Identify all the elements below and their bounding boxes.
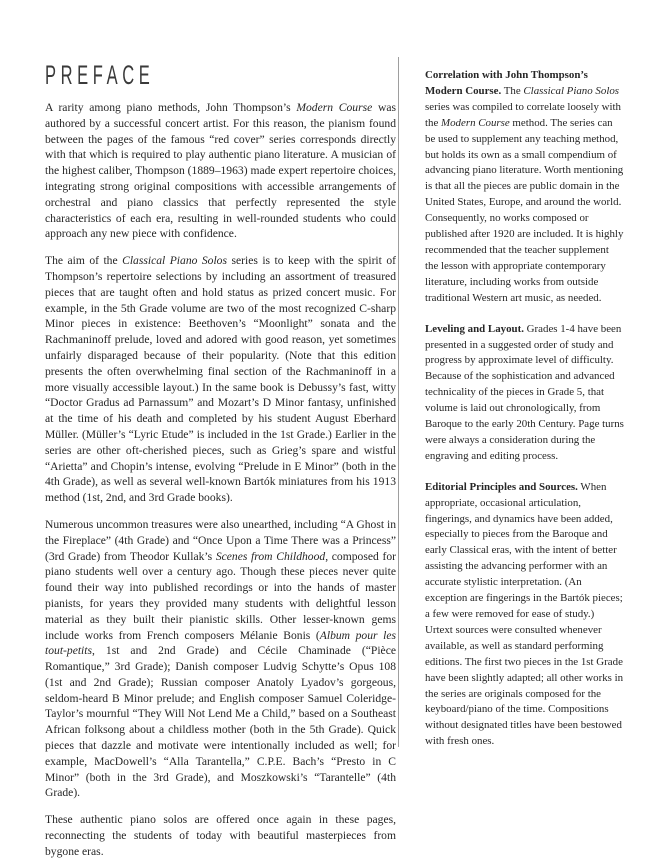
- italic-title-text: Scenes from Childhood: [215, 549, 326, 563]
- italic-title-text: Album pour les tout-petits: [45, 628, 396, 658]
- bold-lead-text: Leveling and Layout.: [425, 322, 524, 335]
- preface-paragraph: [45, 812, 396, 859]
- sidebar-text: [425, 68, 624, 750]
- italic-title-text: Classical Piano Solos: [122, 254, 227, 268]
- sidebar-column: [425, 68, 624, 750]
- body-text: series was compiled to correlate loosely with the: [425, 100, 621, 129]
- preface-paragraph: [45, 100, 396, 242]
- body-text: was authored by a successful concert artist. For this reason, the pianism found between the pages of the famous “red cover” series corresponds directly with that which is required to play authentic piano literature. A musician of the highest caliber, Thompson (1889–1963) made expert repertoire choices, integrating strong original compositions with accessible arrangements of orchestral and piano classics that perfectly represented the style characteristics of each era, resulting in well-rounded students who could approach any new piece with confidence.: [45, 101, 396, 241]
- main-column: [45, 60, 396, 860]
- body-text: The: [501, 84, 524, 97]
- body-text: , 1st and 2nd Grade) and Cécile Chaminade (“Pièce Romantique,” 3rd Grade); Danish composer Ludvig Schytte’s Opus 108 (1st and 2nd Grade); Russian composer Anatoly Lyadov’s gorgeous, seldom-heard B Minor prelude; and English composer Samuel Coleridge-Taylor’s mournful “They Will Not Lend Me a Child,” based on a Southeast African folksong about a childless mother (both in the 5th Grade). Quick pieces that dazzle and motivate were intentionally included as well; for example, MacDowell’s “Alla Tarantella,” C.P.E. Bach’s “Presto in C Minor” (both in the 3rd Grade), and Moszkowski’s “Tarantelle” (4th Grade).: [45, 644, 396, 800]
- sidebar-section: [425, 322, 624, 465]
- column-divider: [398, 57, 399, 747]
- body-text: A rarity among piano methods, John Thompson’s: [45, 101, 297, 114]
- body-text: method. The series can be used to supplement any teaching method, but holds its own as a small compendium of advancing piano literature. Worth mentioning is that all the pieces are public domain in the United States, Europe, and around the world. Consequently, no works composed or published after 1920 are included. It is highly recommended that the teacher supplement the lesson with appropriate contemporary literature, including works from outside traditional Western art music, as needed.: [425, 116, 624, 304]
- body-text: These authentic piano solos are offered once again in these pages, reconnecting the students of today with beautiful masterpieces from bygone eras.: [45, 813, 396, 858]
- italic-title-text: Modern Course: [441, 116, 510, 129]
- italic-title-text: Modern Course: [296, 101, 373, 114]
- body-text: The aim of the: [45, 254, 123, 268]
- italic-title-text: Classical Piano Solos: [523, 84, 620, 97]
- body-text: Numerous uncommon treasures were also unearthed, including “A Ghost in the Fireplace” (4th Grade) and “Once Upon a Time There was a Princess” (3rd Grade) from Theodor Kullak’s: [45, 517, 396, 563]
- body-text: When appropriate, occasional articulation, fingerings, and dynamics have been added, especially to pieces from the Baroque and early Classical eras, with the intent of better assisting the advancing performer with an accurate stylistic interpretation. (An exception are fingerings in the Bartók pieces; a few were removed for ease of study.) Urtext sources were consulted whenever available, as well as standard performing editions. The first two pieces in the 1st Grade have been slightly adapted; all other works in the series are originals composed for the keyboard/piano of the time. Compositions without designated titles have been bestowed with fresh ones.: [425, 480, 624, 748]
- main-text: [45, 100, 396, 860]
- bold-lead-text: Correlation with John Thompson’s Modern Course.: [425, 69, 588, 97]
- sidebar-section: [425, 480, 624, 750]
- preface-paragraph: [45, 517, 396, 801]
- body-text: series is to keep with the spirit of Thompson’s repertoire selections by including an assortment of treasured pieces that are taught often and hold status as prized concert music. For example, in the 5th Grade volume are two of the most recognized C-sharp Minor pieces in existence: Beethoven’s “Moonlight” sonata and the Rachmaninoff prelude, loved and adored with good reason, yet sometimes unfairly disparaged because of their popularity. (Note that this edition presents the often overwhelming final section of the Rachmaninoff in a more visually accessible layout.) In the same book is Debussy’s fast, witty “Doctor Gradus ad Parnassum” and Mozart’s D Minor fantasy, unfinished at the time of his death and completed by his student August Eberhard Müller. (Müller’s “Lyric Etude” is included in the 1st Grade.) Earlier in the series are other oft-cherished pieces, such as Grieg’s spare and wistful “Arietta” and Chopin’s intense, evolving “Prelude in E Minor” (both in the 4th Grade), as well as several well-known Bartók miniatures from his 1913 method (1st, 2nd, and 3rd Grade books).: [45, 254, 396, 505]
- bold-lead-text: Editorial Principles and Sources.: [425, 480, 578, 493]
- sidebar-section: [425, 68, 624, 307]
- preface-paragraph: [45, 253, 396, 506]
- body-text: , composed for piano students well over a century ago. Though these pieces never quite found their way into published recordings or into the hands of master pianists, for years they provided many students with delightful lesson material as they built their pianistic skills. Other lesser-known gems include works from French composers Mélanie Bonis (: [45, 549, 396, 642]
- body-text: Grades 1-4 have been presented in a suggested order of study and progress by approximate level of difficulty. Because of the sophistication and advanced technicality of the pieces in Grade 5, that volume is laid out chronologically, from Baroque to the early 20th Century. Page turns were always a consideration during the engraving and editing process.: [425, 322, 624, 462]
- page-title: PREFACE: [45, 60, 155, 91]
